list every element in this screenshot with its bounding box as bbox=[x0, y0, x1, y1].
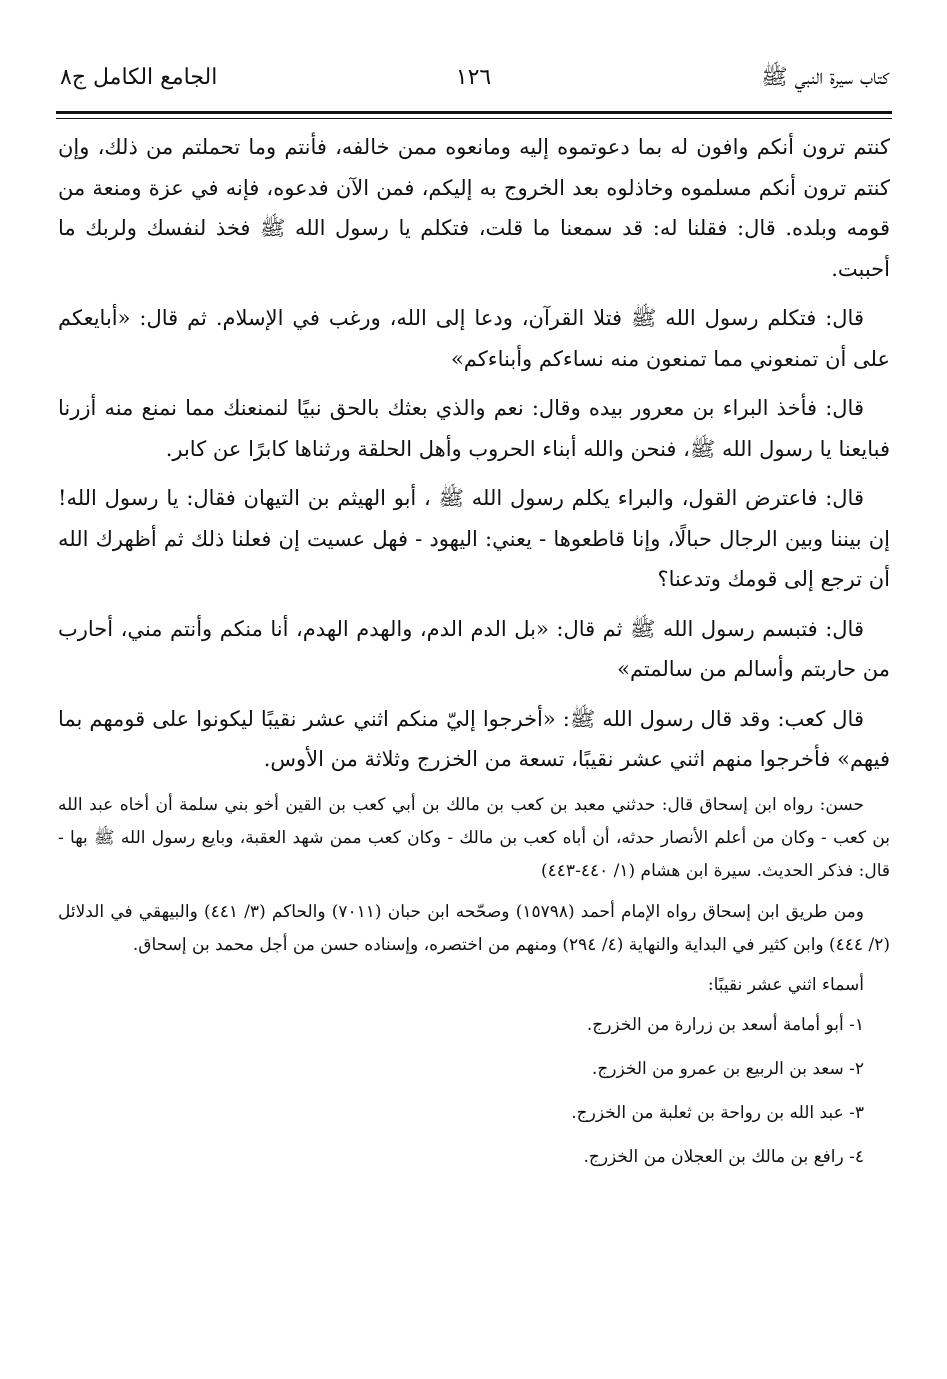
body-paragraph-3 bbox=[58, 388, 890, 469]
body-paragraph-6 bbox=[58, 699, 890, 780]
footnote-1-text: حسن: رواه ابن إسحاق قال: حدثني معبد بن كعب بن مالك بن أبي كعب بن القين أخو بني سلمة أن أخاه عبد الله بن كعب - وكان من أعلم الأنصار حدثه، أن أباه كعب بن مالك - وكان كعب ممن شهد العقبة، وبايع رسول الله ﷺ بها - قال: فذكر الحديث. سيرة ابن هشام (١/ ٤٤٠-٤٤٣) bbox=[58, 794, 890, 881]
body-paragraph-3-text: قال: فأخذ البراء بن معرور بيده وقال: نعم والذي بعثك بالحق نبيًا لنمنعنك مما نمنع منه أزرنا فبايعنا يا رسول الله ﷺ، فنحن والله أبناء الحروب وأهل الحلقة ورثناها كابرًا عن كابر. bbox=[58, 396, 890, 461]
page-number: ١٢٦ bbox=[455, 65, 492, 90]
list-item: ٣- عبد الله بن رواحة بن ثعلبة من الخزرج. bbox=[571, 1102, 864, 1123]
body-paragraph-4-text: قال: فاعترض القول، والبراء يكلم رسول الله ﷺ ، أبو الهيثم بن التيهان فقال: يا رسول الله! إن بيننا وبين الرجال حبالًا، وإنا قاطعوها - يعني: اليهود - فهل عسيت إن فعلنا ذلك ثم أظهرك الله أن ترجع إلى قومك وتدعنا؟ bbox=[58, 486, 890, 591]
body-paragraph-1: كنتم ترون أنكم وافون له بما دعوتموه إليه ومانعوه ممن خالفه، فأنتم وما تحملتم من ذلك، وإن كنتم ترون أنكم مسلموه وخاذلوه بعد الخروج به إليكم، فمن الآن فدعوه، فإنه في عزة ومنعة من قومه وبلده. قال: فقلنا له: قد سمعنا ما قلت، فتكلم يا رسول الله ﷺ فخذ لنفسك ولربك ما أحببت. bbox=[58, 135, 890, 281]
list-item: ٢- سعد بن الربيع بن عمرو من الخزرج. bbox=[591, 1058, 864, 1079]
header-rule-thin bbox=[56, 118, 892, 119]
running-header-collection: الجامع الكامل ج٨ bbox=[60, 65, 218, 90]
body-paragraph-5-text: قال: فتبسم رسول الله ﷺ ثم قال: «بل الدم الدم، والهدم الهدم، أنا منكم وأنتم مني، أحارب من حاربتم وأسالم من سالمتم» bbox=[58, 616, 890, 681]
footnote-1 bbox=[58, 789, 890, 888]
page-body bbox=[58, 127, 890, 1186]
header-rule-thick bbox=[56, 111, 892, 114]
body-paragraph-2-text: قال: فتكلم رسول الله ﷺ فتلا القرآن، ودعا إلى الله، ورغب في الإسلام. ثم قال: «أبايعكم على أن تمنعوني مما تمنعون منه نساءكم وأبناءكم» bbox=[58, 306, 890, 371]
footnote-2 bbox=[58, 896, 890, 962]
list-item: ٤- رافع بن مالك بن العجلان من الخزرج. bbox=[583, 1146, 864, 1167]
body-paragraph-6-text: قال كعب: وقد قال رسول الله ﷺ: «أخرجوا إليّ منكم اثني عشر نقيبًا ليكونوا على قومهم بما فيهم» فأخرجوا منهم اثني عشر نقيبًا، تسعة من الخزرج وثلاثة من الأوس. bbox=[58, 706, 890, 771]
running-header-book-title: كتاب سيرة النبي ﷺ bbox=[761, 65, 889, 90]
body-paragraph-5 bbox=[58, 609, 890, 690]
body-paragraph-2 bbox=[58, 298, 890, 379]
names-list-title: أسماء اثني عشر نقيبًا: bbox=[707, 974, 864, 995]
body-paragraph-4 bbox=[58, 478, 890, 600]
footnote-2-text: ومن طريق ابن إسحاق رواه الإمام أحمد (١٥٧٩٨) وصحّحه ابن حبان (٧٠١١) والحاكم (٣/ ٤٤١) والبيهقي في الدلائل (٢/ ٤٤٤) وابن كثير في البداية والنهاية (٤/ ٢٩٤) ومنهم من اختصره، وإسناده حسن من أجل محمد بن إسحاق. bbox=[58, 901, 890, 955]
list-item: ١- أبو أمامة أسعد بن زرارة من الخزرج. bbox=[586, 1014, 864, 1035]
